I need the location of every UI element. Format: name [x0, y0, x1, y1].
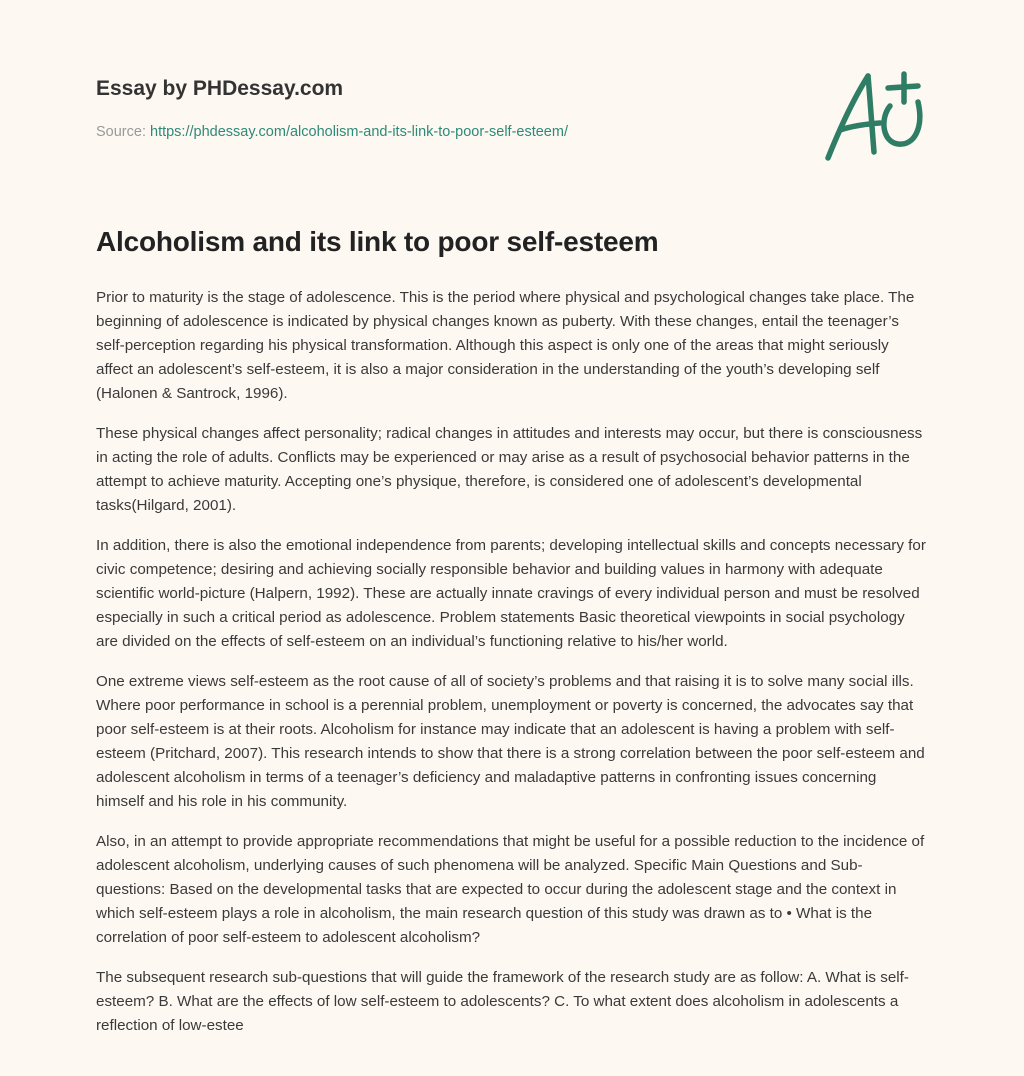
essay-title: Alcoholism and its link to poor self-esteem [96, 226, 659, 257]
essay-paragraph: Also, in an attempt to provide appropriate recommendations that might be useful for a possible reduction to the incidence of adolescent alcoholism, underlying causes of such phenomena will be analyzed. Specific Main Questions and Sub-questions: Based on the developmental tasks that are expected to occur during the adolescent stage and the context in which self-esteem plays a role in alcoholism, the main research question of this study was drawn as to • What is the correlation of poor self-esteem to adolescent alcoholism? [96, 833, 925, 946]
source-line [96, 124, 568, 140]
essay-paragraph: In addition, there is also the emotional independence from parents; developing intellectual skills and concepts necessary for civic competence; desiring and achieving socially responsible behavior and building values in harmony with adequate scientific world-picture (Halpern, 1992). These are actually innate cravings of every individual person and must be resolved especially in such a critical period as adolescence. Problem statements Basic theoretical viewpoints in social psychology are divided on the effects of self-esteem on an individual’s functioning relative to his/her world. [96, 537, 926, 650]
source-label: Source: [96, 124, 150, 140]
essay-body [96, 286, 928, 1054]
essay-paragraph: One extreme views self-esteem as the root cause of all of society’s problems and that raising it is to solve many social ills. Where poor performance in school is a perennial problem, unemployment or poverty is concerned, the advocates say that poor self-esteem is at their roots. Alcoholism for instance may indicate that an adolescent is having a problem with self-esteem (Pritchard, 2007). This research intends to show that there is a strong correlation between the poor self-esteem and adolescent alcoholism in terms of a teenager’s deficiency and maladaptive patterns in confronting issues concerning himself and his role in his community. [96, 673, 925, 810]
source-link[interactable]: https://phdessay.com/alcoholism-and-its-link-to-poor-self-esteem/ [150, 124, 568, 140]
a-plus-grade-icon [822, 68, 928, 164]
essay-paragraph: Prior to maturity is the stage of adolescence. This is the period where physical and psychological changes take place. The beginning of adolescence is indicated by physical changes known as puberty. With these changes, entail the teenager’s self-perception regarding his physical transformation. Although this aspect is only one of the areas that might seriously affect an adolescent’s self-esteem, it is also a major consideration in the understanding of the youth’s developing self (Halonen & Santrock, 1996). [96, 289, 915, 402]
essay-paragraph: These physical changes affect personality; radical changes in attitudes and interests may occur, but there is consciousness in acting the role of adults. Conflicts may be experienced or may arise as a result of psychosocial behavior patterns in the attempt to achieve maturity. Accepting one’s physique, therefore, is considered one of adolescent’s developmental tasks(Hilgard, 2001). [96, 425, 923, 514]
site-title: Essay by PHDessay.com [96, 77, 344, 100]
essay-paragraph: The subsequent research sub-questions that will guide the framework of the research study are as follow: A. What is self-esteem? B. What are the effects of low self-esteem to adolescents? C. To what extent does alcoholism in adolescents a reflection of low-estee [96, 969, 909, 1034]
